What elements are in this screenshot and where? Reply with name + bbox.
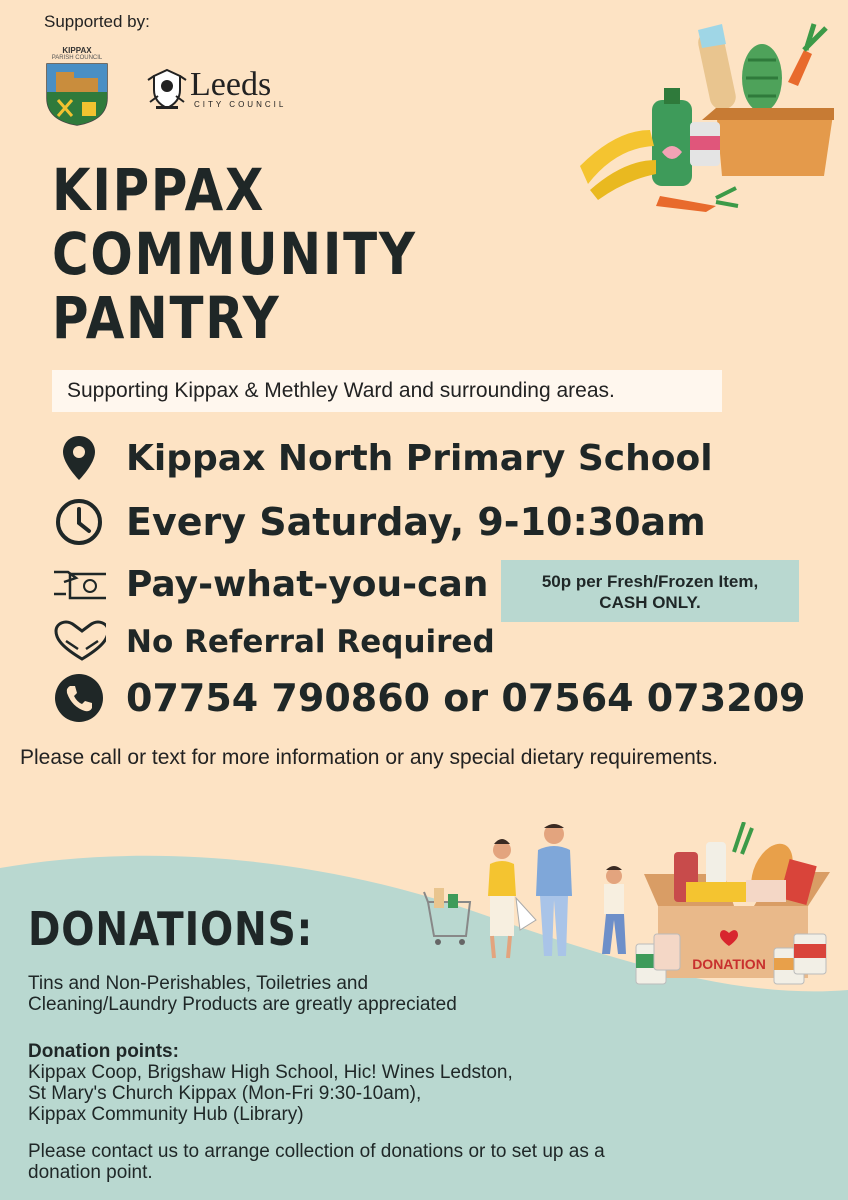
referral-text: No Referral Required: [126, 624, 495, 660]
donation-contact-line-1: Please contact us to arrange collection of donations or to set up as a: [28, 1141, 605, 1162]
cash-hand-icon: [52, 559, 106, 609]
phone-row: [52, 670, 805, 726]
cash-note-line-1: 50p per Fresh/Frozen Item,: [541, 572, 759, 591]
title-line-3: PANTRY: [52, 284, 281, 352]
leeds-city-council-logo: [146, 66, 296, 112]
leeds-logo-sub: CITY COUNCIL: [194, 100, 287, 109]
donation-points-line-2: St Mary's Church Kippax (Mon-Fri 9:30-10am),: [28, 1083, 422, 1104]
area-banner: Supporting Kippax & Methley Ward and surrounding areas.: [52, 370, 722, 412]
donation-items-text: [28, 973, 457, 1015]
donation-box-label: DONATION: [692, 956, 766, 972]
cash-note-line-2: CASH ONLY.: [599, 593, 701, 612]
groceries-illustration: [576, 20, 838, 214]
donation-items-line-2: Cleaning/Laundry Products are greatly appreciated: [28, 994, 457, 1015]
location-text: Kippax North Primary School: [126, 437, 713, 479]
time-row: [52, 494, 706, 550]
leeds-logo-name: Leeds: [190, 66, 272, 103]
donation-contact-line-2: donation point.: [28, 1162, 153, 1183]
clock-icon: [52, 497, 106, 547]
donation-items-line-1: Tins and Non-Perishables, Toiletries and: [28, 973, 369, 994]
donation-points-line-3: Kippax Community Hub (Library): [28, 1104, 304, 1125]
leeds-crest-icon: [146, 66, 188, 110]
kippax-logo-name: KIPPAX: [62, 46, 92, 55]
donation-contact-text: [28, 1141, 605, 1183]
donation-box-illustration: [634, 822, 842, 992]
location-pin-icon: [52, 433, 106, 483]
cash-note: [501, 560, 799, 622]
page-title: [52, 158, 476, 350]
kippax-parish-logo: [44, 46, 110, 126]
referral-row: [52, 614, 495, 670]
time-text: Every Saturday, 9-10:30am: [126, 500, 706, 544]
donation-points: [28, 1041, 513, 1125]
pay-text: Pay-what-you-can: [126, 563, 489, 605]
donation-points-line-1: Kippax Coop, Brigshaw High School, Hic! Wines Ledston,: [28, 1062, 513, 1083]
pay-row: [52, 556, 488, 612]
kippax-logo-sub: PARISH COUNCIL: [51, 55, 103, 61]
donation-points-heading: Donation points:: [28, 1041, 179, 1062]
phone-text: 07754 790860 or 07564 073209: [126, 676, 806, 720]
phone-icon: [52, 673, 106, 723]
call-info-text: Please call or text for more information or any special dietary requirements.: [20, 746, 718, 769]
family-shopping-illustration: [420, 820, 635, 968]
title-line-1: KIPPAX: [52, 156, 266, 224]
crest-icon: [44, 62, 110, 126]
donations-heading: DONATIONS:: [28, 902, 314, 956]
supported-by-label: Supported by:: [44, 12, 150, 31]
location-row: [52, 430, 713, 486]
heart-hands-icon: [52, 617, 106, 667]
title-line-2: COMMUNITY: [52, 220, 417, 288]
